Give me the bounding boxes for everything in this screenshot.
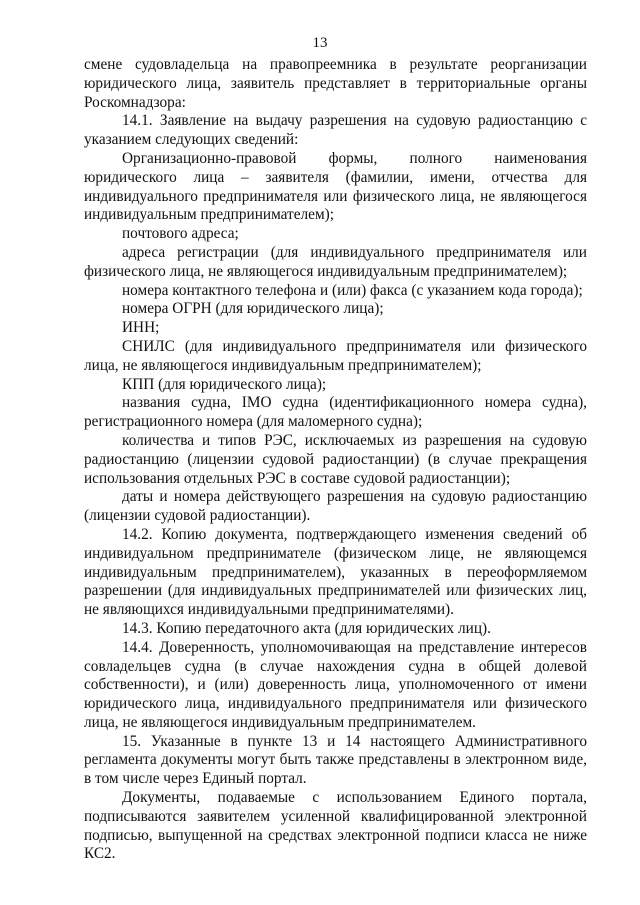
list-item-ogrn: номера ОГРН (для юридического лица);	[122, 300, 384, 318]
list-item-permit-date: даты и номера действующего разрешения на судовую радиостанцию (лицензии судовой радиостанции).	[84, 488, 587, 525]
paragraph-14-4: 14.4. Доверенность, уполномочивающая на представление интересов совладельцев судна (в случае нахождения судна в общей долевой собственности), и (или) доверенность лица, уполномоченного от имени юридического лица, индивидуального предпринимателя или физического лица, не являющегося индивидуальным предпринимателем.	[84, 638, 587, 731]
paragraph-14-3: 14.3. Копию передаточного акта (для юридических лиц).	[122, 619, 491, 637]
list-item-registration-address: адреса регистрации (для индивидуального предпринимателя или физического лица, не являющегося индивидуальным предпринимателем);	[84, 243, 587, 280]
list-item-res-count: количества и типов РЭС, исключаемых из разрешения на судовую радиостанцию (лицензии судовой радиостанции) (в случае прекращения использования отдельных РЭС в составе судовой радиостанции);	[84, 431, 587, 487]
list-item-phone: номера контактного телефона и (или) факса (с указанием кода города);	[122, 281, 583, 299]
paragraph-14-1: 14.1. Заявление на выдачу разрешения на судовую радиостанцию с указанием следующих сведений:	[84, 112, 587, 149]
paragraph-documents-signature: Документы, подаваемые с использованием Единого портала, подписываются заявителем усиленной квалифицированной электронной подписью, выпущенной на средствах электронной подписи класса не ниже КС2.	[84, 789, 587, 863]
list-item-vessel-name: названия судна, IMO судна (идентификационного номера судна), регистрационного номера (для маломерного судна);	[84, 394, 587, 431]
list-item-postal-address: почтового адреса;	[122, 225, 239, 243]
list-item-kpp: КПП (для юридического лица);	[122, 375, 327, 393]
list-item-legal-form: Организационно-правовой формы, полного наименования юридического лица – заявителя (фамилии, имени, отчества для индивидуального предпринимателя или физического лица, не являющегося индивидуальным предпринимателем);	[84, 149, 587, 224]
paragraph-continuation: смене судовладельца на правопреемника в результате реорганизации юридического лица, заявитель представляет в территориальные органы Роскомнадзора:	[84, 56, 587, 111]
paragraph-14-2: 14.2. Копию документа, подтверждающего изменения сведений об индивидуальном предпринимателе (физическом лице, не являющемся индивидуальным предпринимателем), указанных в переоформляемом разрешении (для индивидуальных предпринимателей или физических лиц, не являющихся индивидуальными предпринимателями).	[84, 525, 587, 619]
list-item-inn: ИНН;	[122, 319, 160, 337]
paragraph-15: 15. Указанные в пункте 13 и 14 настоящего Административного регламента документы могут быть также представлены в электронном виде, в том числе через Единый портал.	[84, 732, 587, 788]
list-item-snils: СНИЛС (для индивидуального предпринимателя или физического лица, не являющегося индивидуальным предпринимателем);	[84, 337, 587, 374]
document-body	[84, 56, 587, 864]
page-number: 13	[312, 35, 328, 51]
